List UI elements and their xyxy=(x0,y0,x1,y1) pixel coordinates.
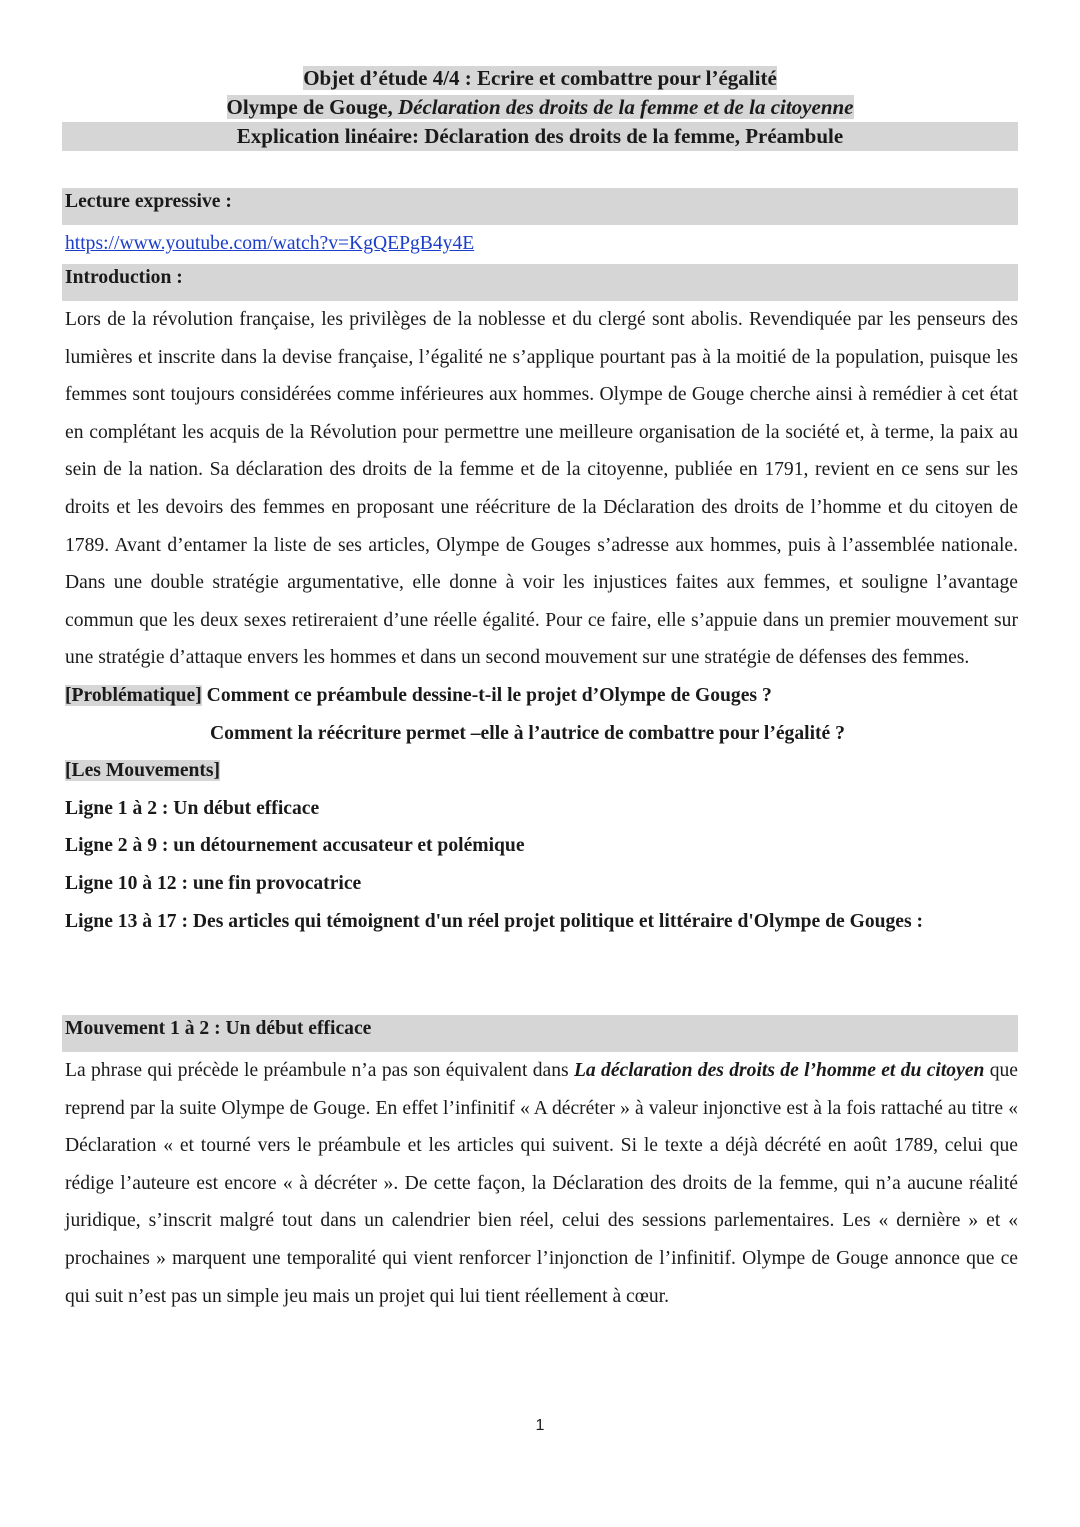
mouvements-tag: [Les Mouvements] xyxy=(65,760,221,782)
lecture-link-row xyxy=(62,225,1018,263)
document-header xyxy=(0,64,1080,151)
page-number: 1 xyxy=(535,1417,545,1434)
mouvement-item: Ligne 2 à 9 : un détournement accusateur et polémique xyxy=(65,835,525,857)
problematique-tag: [Problématique] xyxy=(65,684,202,706)
header-work-title: Déclaration des droits de la femme et de la citoyenne xyxy=(398,95,854,119)
problematique-question-1: Comment ce préambule dessine-t-il le projet d’Olympe de Gouges ? xyxy=(201,684,772,706)
mouvement1-section xyxy=(62,1015,1018,1315)
mouvement1-paragraph xyxy=(62,1052,1018,1315)
mouvement-item: Ligne 13 à 17 : Des articles qui témoignent d'un réel projet politique et littéraire d'Olympe de Gouges : xyxy=(65,910,924,932)
mouvement1-cited-title: La déclaration des droits de l’homme et du citoyen xyxy=(573,1060,985,1081)
mouvements-tag-line xyxy=(62,752,1018,790)
lecture-section xyxy=(62,188,1018,263)
problematique-question-2: Comment la réécriture permet –elle à l’autrice de combattre pour l’égalité ? xyxy=(210,722,845,744)
mouvement1-text-a: La phrase qui précède le préambule n’a pas son équivalent dans xyxy=(65,1060,574,1081)
header-line-1: Objet d’étude 4/4 : Ecrire et combattre pour l’égalité xyxy=(303,66,777,90)
lecture-heading: Lecture expressive : xyxy=(62,188,1018,225)
mouvement1-heading: Mouvement 1 à 2 : Un début efficace xyxy=(62,1015,1018,1052)
introduction-paragraph: Lors de la révolution française, les privilèges de la noblesse et du clergé sont abolis. Revendiquée par les penseurs des lumières et inscrite dans la devise française, l’égalité ne s’applique pourtant pas à la moitié de la population, puisque les femmes sont toujours considérées comme inférieures aux hommes. Olympe de Gouge cherche ainsi à remédier à cet état en complétant les acquis de la Révolution pour permettre une meilleure organisation de la société et, à terme, la paix au sein de la nation. Sa déclaration des droits de la femme et de la citoyenne, publiée en 1791, revient en ce sens sur les droits et les devoirs des femmes en proposant une réécriture de la Déclaration des droits de l’homme et du citoyen de 1789. Avant d’entamer la liste de ses articles, Olympe de Gouges s’adresse aux hommes, puis à l’assemblée nationale. Dans une double stratégie argumentative, elle donne à voir les injustices faites aux femmes, et souligne l’avantage commun que les deux sexes retireraient d’une réelle égalité. Pour ce faire, elle s’appuie dans un premier mouvement sur une stratégie d’attaque envers les hommes et dans un second mouvement sur une stratégie de défenses des femmes. xyxy=(65,309,1018,669)
header-line-3: Explication linéaire: Déclaration des droits de la femme, Préambule xyxy=(62,122,1018,151)
header-author: Olympe de Gouge, xyxy=(226,95,398,119)
mouvement1-text-b: que reprend par la suite Olympe de Gouge. En effet l’infinitif « A décréter » à valeur injonctive est à la fois rattaché au titre « Déclaration « et tourné vers le préambule et les articles qui suivent. Si le texte a déjà décrété en août 1789, celui que rédige l’auteure est encore « à décréter ». De cette façon, la Déclaration des droits de la femme, qui n’a aucune réalité juridique, s’inscrit malgré tout dans un calendrier bien réel, celui des sessions parlementaires. Les « dernière » et « prochaines » marquent une temporalité qui vient renforcer l’injonction de l’infinitif. Olympe de Gouge annonce que ce qui suit n’est pas un simple jeu mais un projet qui lui tient réellement à cœur. xyxy=(65,1060,1018,1307)
mouvement-item: Ligne 1 à 2 : Un début efficace xyxy=(65,797,320,819)
introduction-section xyxy=(62,264,1018,940)
mouvement-item: Ligne 10 à 12 : une fin provocatrice xyxy=(65,872,362,894)
header-line-2 xyxy=(227,95,854,119)
problematique-line xyxy=(62,677,1018,715)
youtube-link[interactable]: https://www.youtube.com/watch?v=KgQEPgB4y4E xyxy=(65,233,475,254)
introduction-heading: Introduction : xyxy=(62,264,1018,301)
